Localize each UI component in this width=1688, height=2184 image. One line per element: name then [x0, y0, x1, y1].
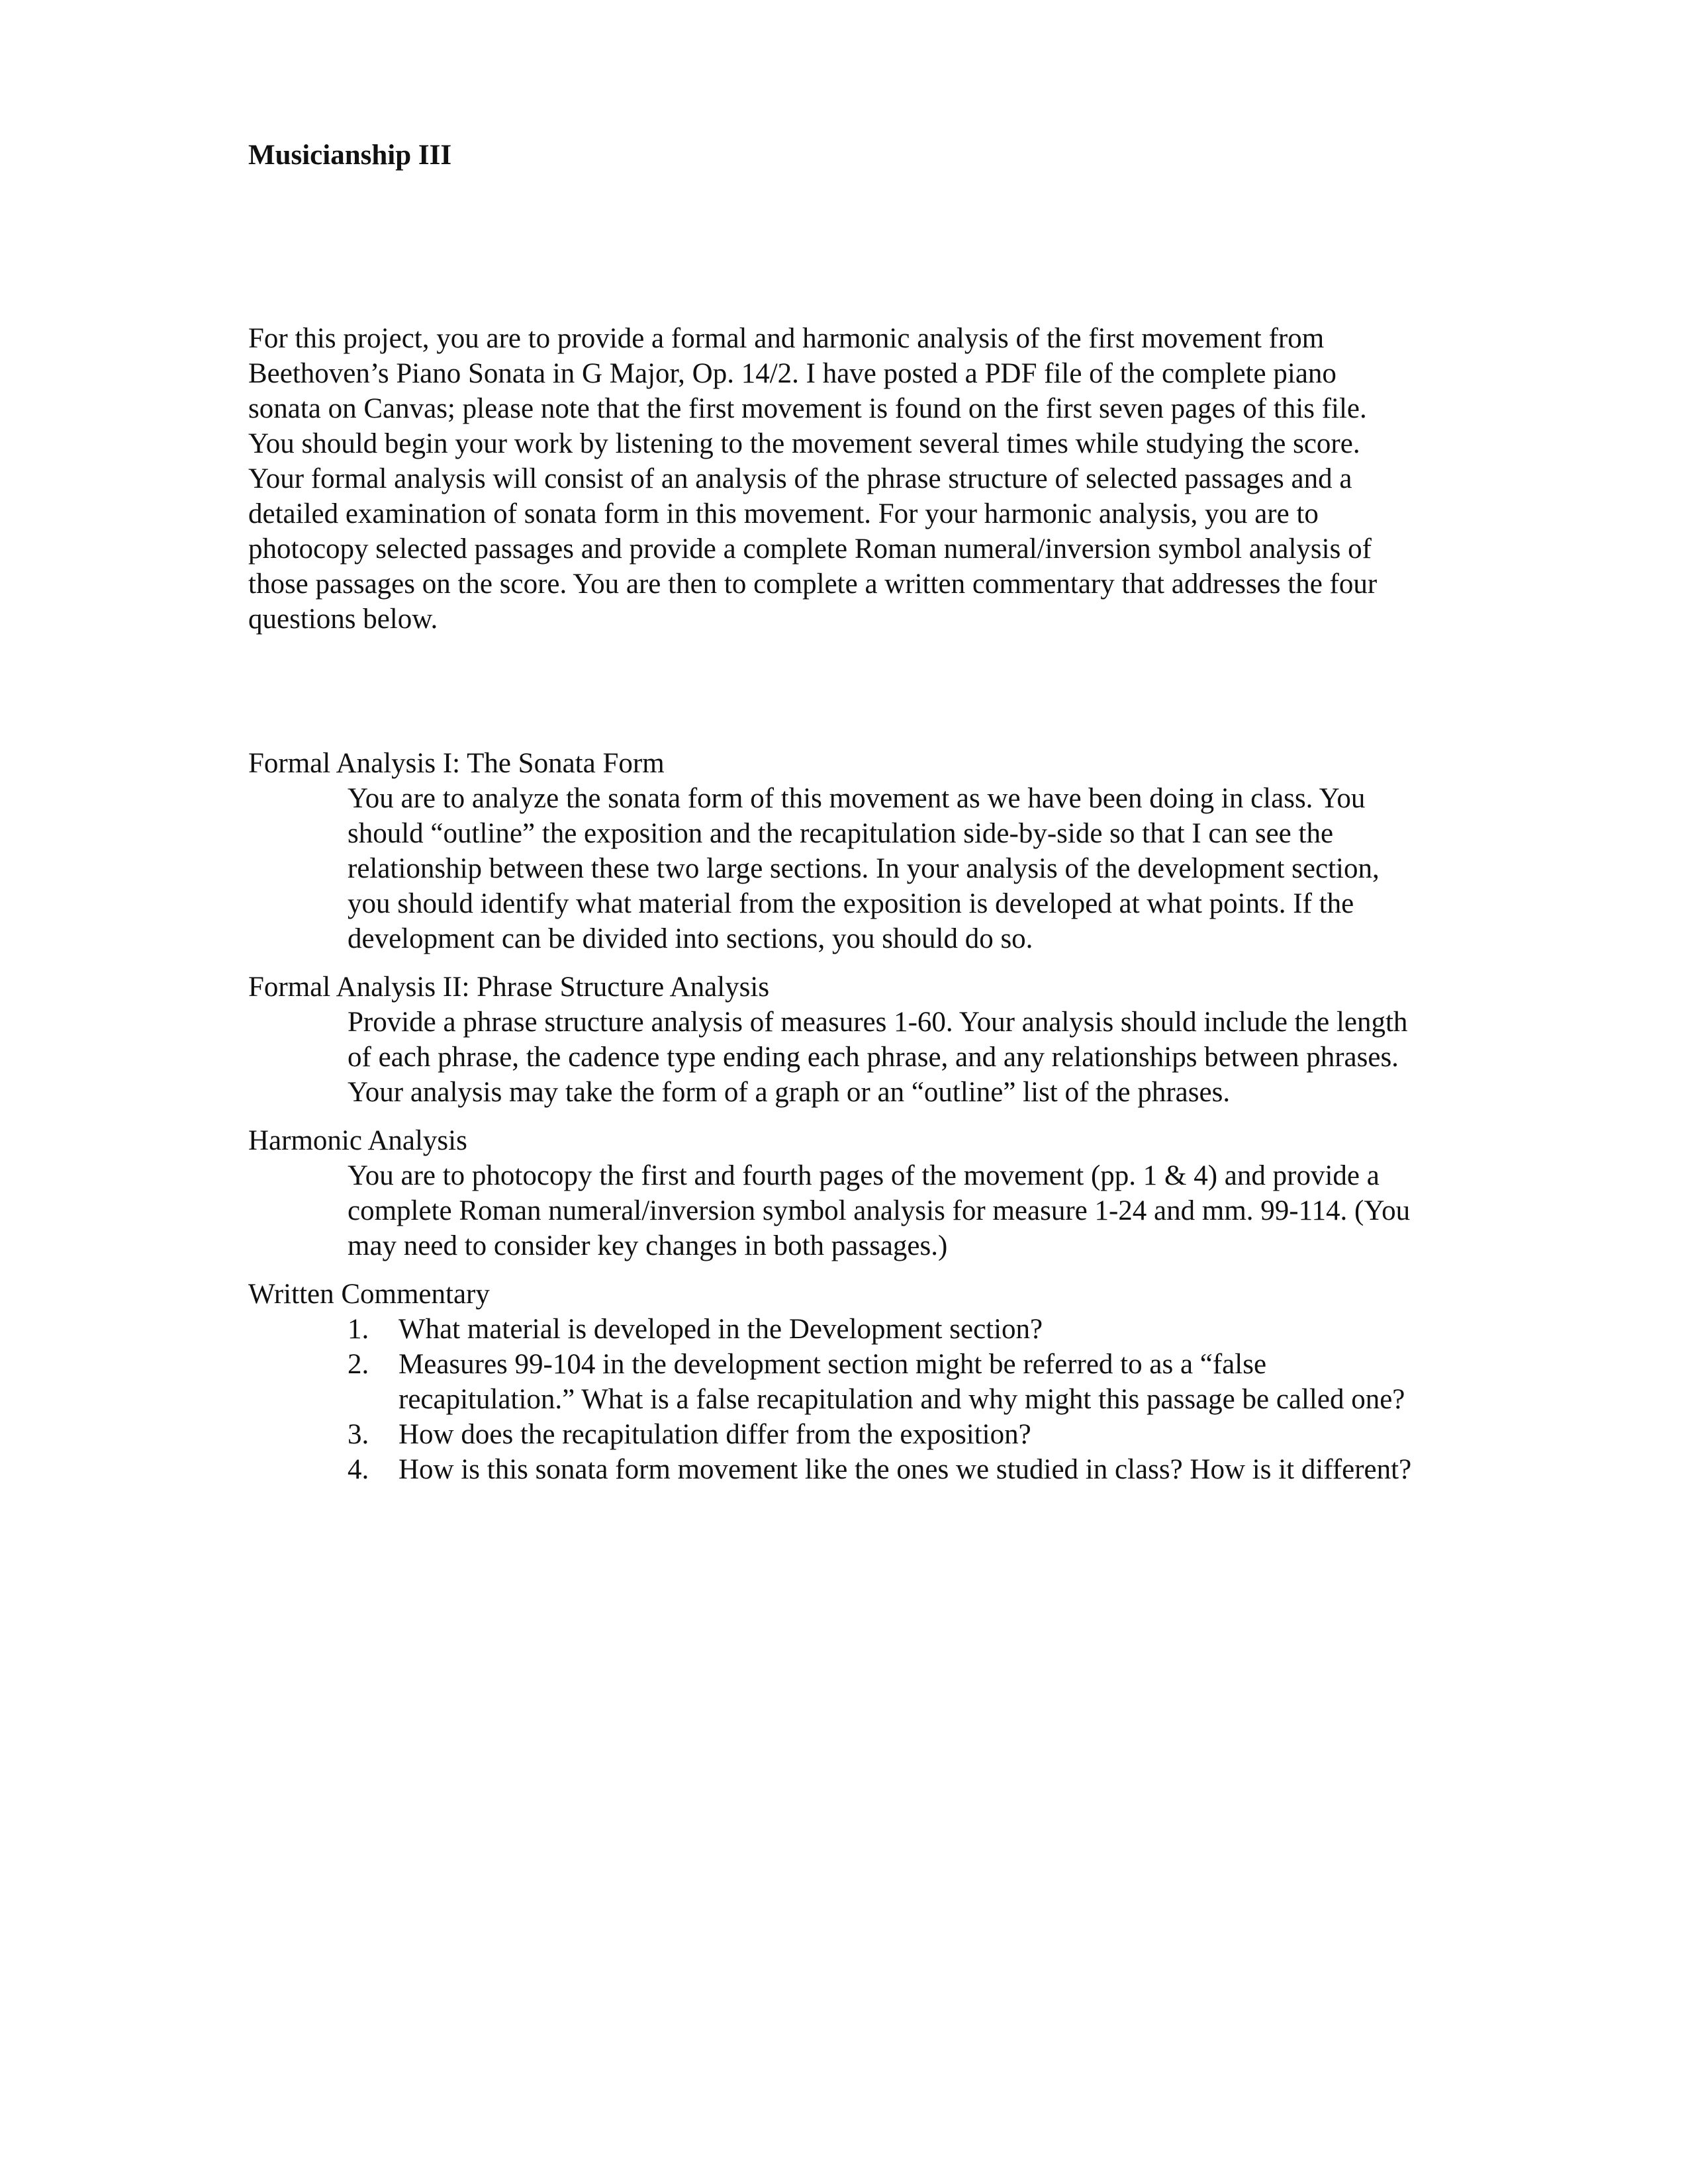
question-number: 1.: [348, 1314, 369, 1345]
intro-paragraph: For this project, you are to provide a formal and harmonic analysis of the first movement from Beethoven’s Piano Sonata in G Major, Op. 14/2. I have posted a PDF file of the complete piano sonata on Canvas; please note that the first movement is found on the first seven pages of this file. You should begin your work by listening to the movement several times while studying the score. Your formal analysis will consist of an analysis of the phrase structure of selected passages and a detailed examination of sonata form in this movement. For your harmonic analysis, you are to photocopy selected passages and provide a complete Roman numeral/inversion symbol analysis of those passages on the score. You are then to complete a written commentary that addresses the four questions below.: [248, 323, 1378, 635]
section-body: Provide a phrase structure analysis of measures 1-60. Your analysis should include the length of each phrase, the cadence type ending each phrase, and any relationships between phrases. Your analysis may take the form of a graph or an “outline” list of the phrases.: [348, 1007, 1408, 1108]
list-item: [348, 1347, 1413, 1417]
question-text: Measures 99-104 in the development section might be referred to as a “false recapitulation.” What is a false recapitulation and why might this passage be called one?: [399, 1349, 1405, 1415]
question-number: 3.: [348, 1419, 369, 1450]
section-formal-analysis-2: [248, 970, 1413, 1110]
section-heading: Harmonic Analysis: [248, 1125, 467, 1156]
section-body: You are to analyze the sonata form of this movement as we have been doing in class. You should “outline” the exposition and the recapitulation side-by-side so that I can see the relationship between these two large sections. In your analysis of the development section, you should identify what material from the exposition is developed at what points. If the development can be divided into sections, you should do so.: [348, 783, 1380, 954]
question-number: 2.: [348, 1349, 369, 1380]
question-text: How does the recapitulation differ from the exposition?: [399, 1419, 1031, 1450]
section-heading: Formal Analysis I: The Sonata Form: [248, 748, 665, 779]
document-page: [248, 136, 1413, 1487]
section-body: You are to photocopy the first and fourth pages of the movement (pp. 1 & 4) and provide a complete Roman numeral/inversion symbol analysis for measure 1-24 and mm. 99-114. (You may need to consider key changes in both passages.): [348, 1160, 1411, 1261]
question-text: What material is developed in the Development section?: [399, 1314, 1043, 1345]
list-item: [348, 1312, 1413, 1347]
question-text: How is this sonata form movement like the ones we studied in class? How is it different?: [399, 1454, 1412, 1485]
list-item: [348, 1452, 1413, 1487]
commentary-question-list: [248, 1312, 1413, 1487]
section-heading: Formal Analysis II: Phrase Structure Analysis: [248, 972, 770, 1003]
section-formal-analysis-1: [248, 746, 1413, 956]
section-written-commentary: [248, 1277, 1413, 1487]
section-heading: Written Commentary: [248, 1279, 490, 1310]
question-number: 4.: [348, 1454, 369, 1485]
list-item: [348, 1417, 1413, 1452]
section-harmonic-analysis: [248, 1123, 1413, 1263]
document-title: Musicianship III: [248, 140, 452, 171]
